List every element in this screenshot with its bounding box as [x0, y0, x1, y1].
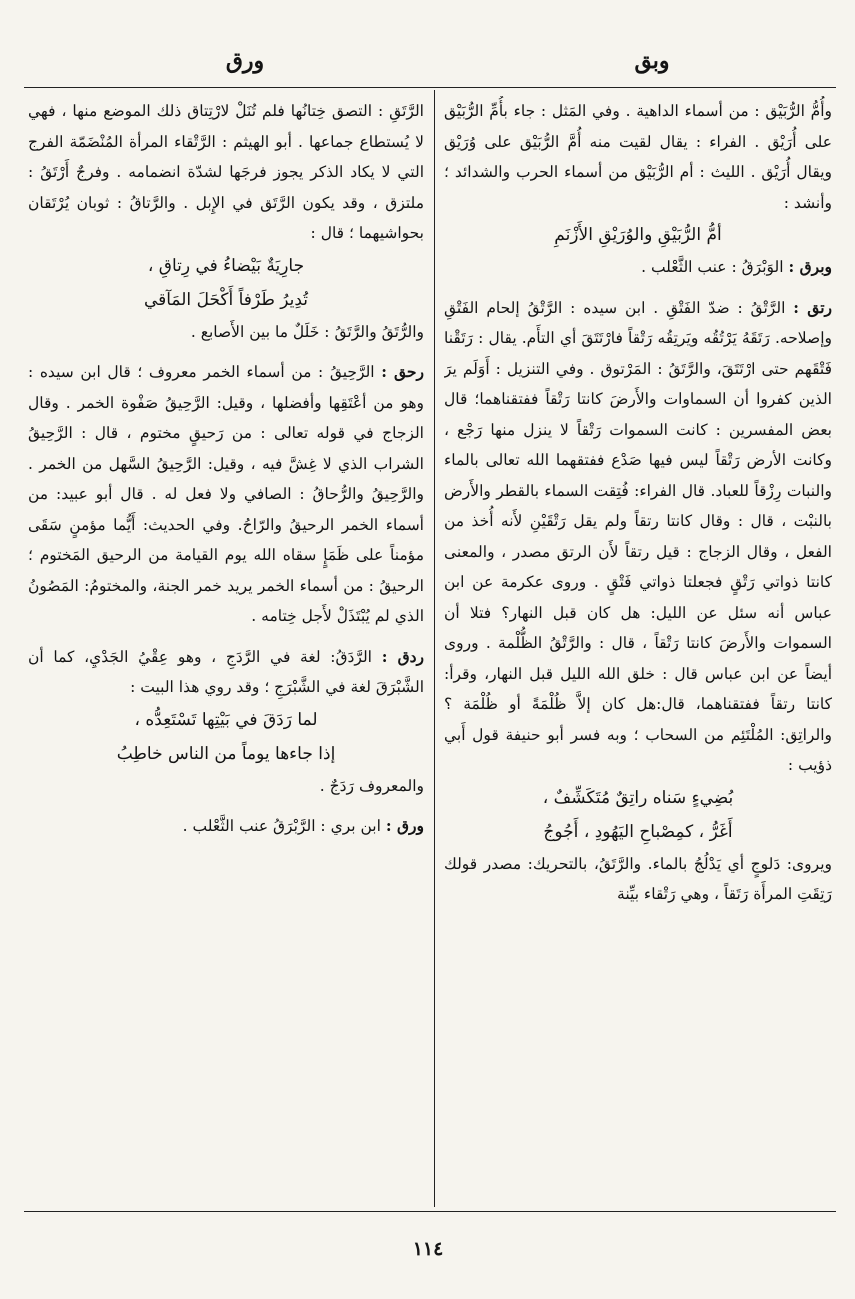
entry-text: الوَبْرَقُ : عنب الثَّعْلب . [641, 258, 784, 276]
header-rule [24, 87, 836, 88]
entry-continuation: الرَّتَقِ : التصق خِتانُها فلم تُنَلْ لارْتِتاق ذلك الموضع منها ، فهي لا يُستطاع جماعها . أبو الهيثم : الرَّتْقاء المرأة المُنْضَمّة الفرج التي لا يكاد الذكر يجوز فرجَها لشدّة انضمامه . وفرجٌ أَرْتَقُ : ملتزق ، وقد يكون الرَّتَق في الإِبل . والرَّتاقُ : ثوبان يُرْتَقان بحواشيهما ؛ قال : [28, 102, 424, 242]
verse-line: لما رَدَقَ في بَيْتِها تَسْتَعِدُّه ، [134, 709, 318, 730]
entry-headword: ورق : [385, 816, 424, 835]
verse-line: بُضِيءٍ سَناه راتِقٌ مُتَكَشِّفٌ ، [542, 787, 734, 808]
entry-waraq [28, 811, 424, 842]
verse-line: جارِيَةٌ بَيْضاءُ في رِتاقِ ، [147, 255, 305, 276]
entry-text: الرَّحِيقُ : من أسماء الخمر معروف ؛ قال ابن سيده : وهو من أعْتَقِها وأفضلها ، وقيل: الرَّحِيقُ صَفْوة الخمر . وقال الزجاج في قوله تعالى : من رَحيقٍ مختوم ، قال : الرَّحِيقُ الشراب الذي لا غِشَّ فيه ، وقيل: الرَّحِيقُ السَّهل من الخمر . والرَّحِيقُ والرُّحاقُ : الصافي ولا فعل له . قال أبو عبيد: من أسماء الخمر الرحيقُ والرّاحُ. وفي الحديث: أَيُّما مؤمنٍ سَقَى مؤمناً على ظَمَإٍ سقاه الله يوم القيامة من الرحيق المَختوم ؛ الرحيقُ : من أسماء الخمر يريد خمر الجنة، والمختومُ: المَصُونُ الذي لم يُبْتَذَلْ لأَجل خِتامه . [28, 363, 424, 625]
entry-rataq [444, 293, 832, 781]
verse-line: تُدِيرُ طَرْفاً أَكْحَلَ المَآقي [143, 289, 309, 310]
verse-block [28, 703, 424, 771]
entry-text: الرَّتْقُ : ضدّ الفَتْقِ . ابن سيده : الرَّتْقُ إلحام الفَتْقِ وإصلاحه. رَتَقَهُ يَرْتُقُه ويَرتِقُه رَتْقاً فارْتَتَقَ أي التأَم. يقال : رَتَقْنا فَتْقَهم حتى ارْتَتَقَ، والرَّتَقُ : المَرْتوق . وفي التنزيل : أَوَلَم يرَ الذين كفروا أن السماوات والأَرضَ كانتا رَتْقاً ففتقناهما؛ قال بعض المفسرين : كانت السموات رَتْقاً لا ينزل منها رَجْع ، وكانت الأرض رَتْقاً ليس فيها صَدْع ففتقهما الله تعالى بالماء والنبات رِزْقاً للعباد. قال الفراء: فُتِقت السماء بالقطر والأَرض بالنبْت ، قال : وقال كانتا رتقاً ولم يقل رَتْقَيْنِ لأَنه أُخذ من الفعل ، وقال الزجاج : قيل رتقاً لأَن الرتق مصدر ، والمعنى كانتا ذواتي رَتْقٍ فجعلتا ذواتي فَتْقٍ . وروى عكرمة عن ابن عباس أنه سئل عن الليل: هل كان قبل النهار؟ فتلا أن السموات والأَرضَ كانتا رَتْقاً ، قال : والرَّتْقُ الظُّلْمة . وروى أيضاً عن ابن عباس قال : خلق الله الليل قبل النهار، وقرأ: كانتا رتقاً ففتقناهما، قال:هل كان إلاَّ ظُلْمَةً أو ظُلْمَة ؟ والراتِق: المُلْتَئِم من السحاب ؛ وبه فسر أبو حنيفة قول أَبي ذؤيب : [444, 298, 832, 774]
page-number: ١١٤ [412, 1238, 444, 1260]
right-column [444, 96, 832, 1206]
entry-wabraq [444, 252, 832, 283]
entry-headword: ردق : [381, 646, 424, 666]
entry-continuation: وأُمُّ الرُّبَيْق : من أسماء الداهية . وفي المَثل : جاء بأُمِّ الرُّبَيْق على أُرَيْق . الفراء : يقال لقيت منه أُمَّ الرُّبَيْق على وُرَيْق ويقال أُرَيْق . الليث : أم الرُّبَيْق من أسماء الحرب والشدائد ؛ وأنشد : [444, 102, 832, 212]
entry-text: والمعروف رَدَجٌ . [319, 776, 424, 795]
entry-text: والرُّتَقُ والرَّتَقُ : خَلَلٌ ما بين الأَصابع . [190, 322, 424, 341]
verse-block [28, 249, 424, 317]
verse-line: أَغَرُّ ، كمِصْباحِ اليَهُودِ ، أَجُوجُ [543, 821, 733, 842]
verse-line: أمُّ الرُّبَيْقِ والوُرَيْقِ الأَزْنَمِ [554, 225, 722, 245]
running-head-left: ورق [225, 48, 265, 74]
entry-radaq [28, 642, 424, 703]
verse-block [444, 781, 832, 849]
entry-text: ابن بري : الرَّبْرَقُ عنب الثَّعْلب . [182, 817, 381, 835]
entry-text: الرَّدَقُ: لغة في الرَّدَجِ ، وهو عِقْيُ الجَدْيِ، كما أن الشَّبْرَقَ لغة في الشَّبْرَجِ ؛ وقد روي هذا البيت : [28, 647, 424, 696]
entry-headword: رحق : [381, 362, 424, 381]
entry-rahaq [28, 357, 424, 632]
left-column [28, 96, 424, 1206]
entry-text: ويروى: دَلوجٍ أي يَدْلُجُ بالماء. والرَّتَقُ، بالتحريك: مصدر قولك رَتِقَتِ المرأَة رَتَقاً ، وهي رَتْقاء بيِّنة [444, 854, 832, 903]
footer-rule [24, 1211, 836, 1212]
entry-headword: وبرق : [788, 257, 832, 276]
entry-headword: رتق : [793, 297, 832, 317]
column-divider [434, 90, 435, 1207]
running-head-right: وبق [634, 48, 670, 74]
verse-line: إذا جاءها يوماً من الناس خاطِبُ [116, 743, 336, 764]
